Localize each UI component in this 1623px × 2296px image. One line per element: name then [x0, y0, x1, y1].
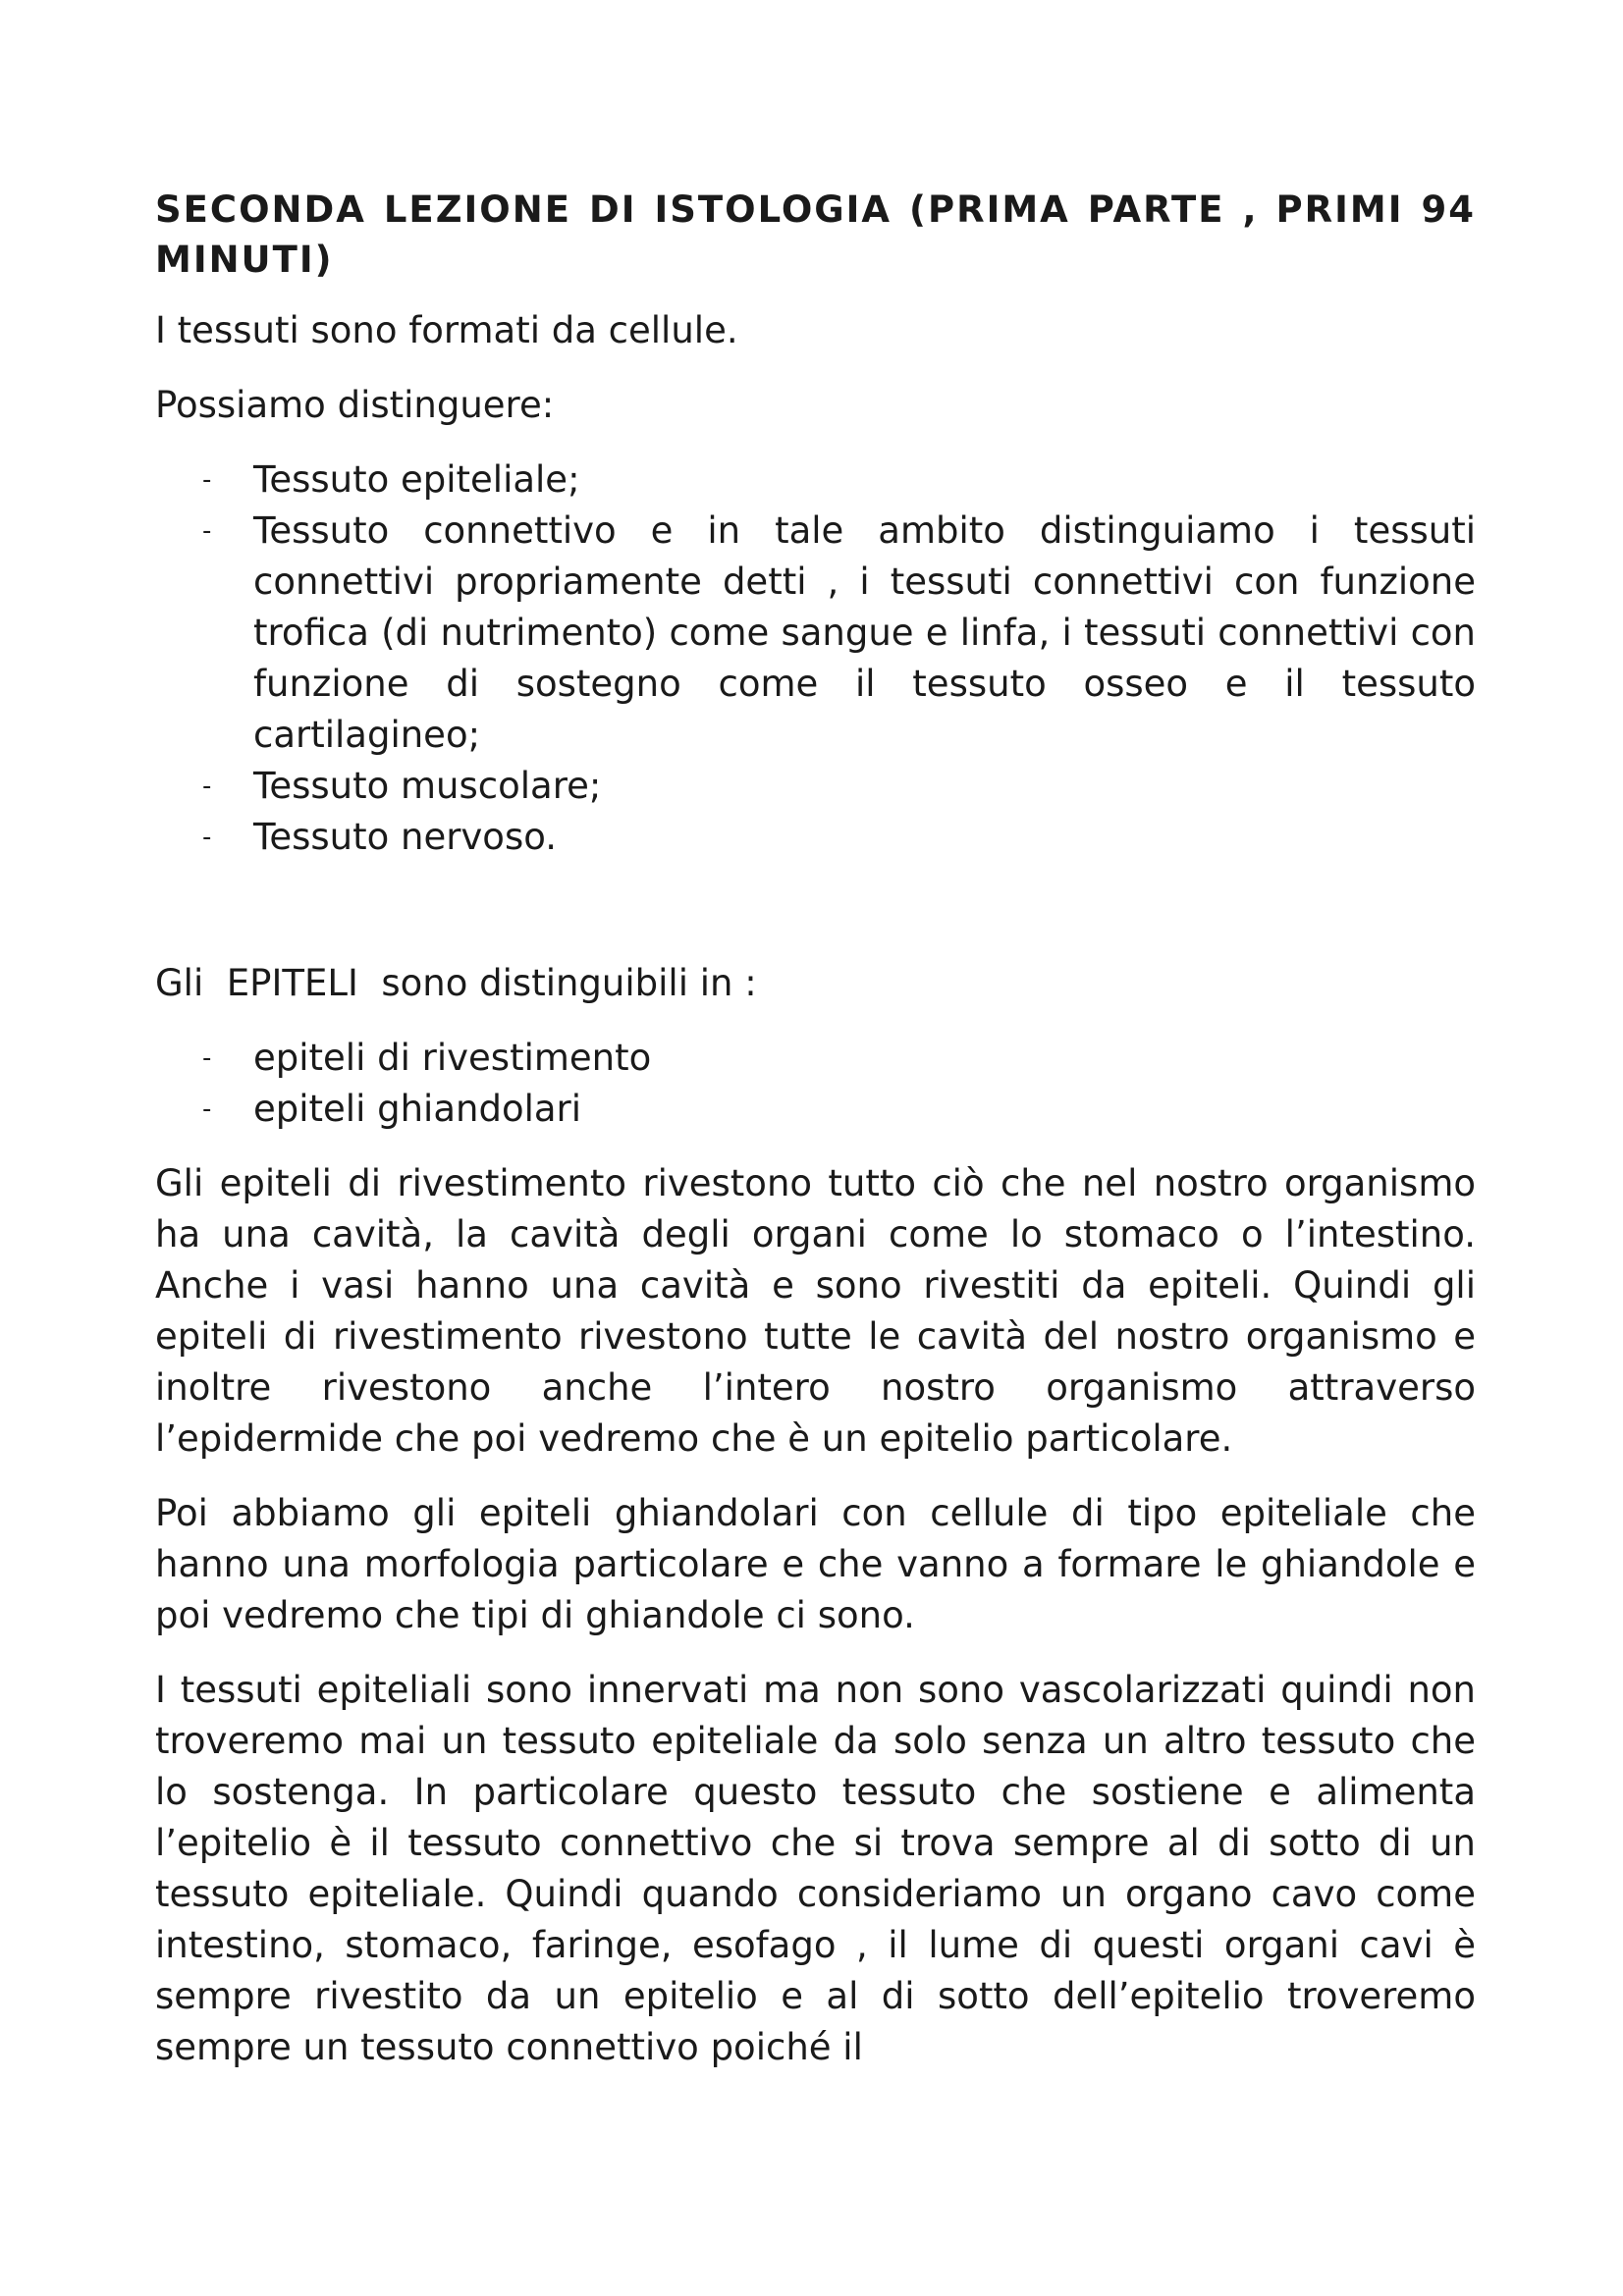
- list-item-text: epiteli di rivestimento: [253, 1037, 652, 1079]
- dash-bullet: -: [202, 465, 212, 495]
- paragraph-intro: I tessuti sono formati da cellule.: [155, 309, 738, 351]
- list-item: [155, 812, 1476, 863]
- list-item: [155, 761, 1476, 812]
- list-item-text: epiteli ghiandolari: [253, 1088, 582, 1130]
- epiteli-list: [155, 1033, 1476, 1135]
- list-item-text: Tessuto connettivo e in tale ambito distinguiamo i tessuti connettivi propriamente detti , i tessuti connettivi con funzione trofica (di nutrimento) come sangue e linfa, i tessuti connettivi con funzione di sostegno come il tessuto osseo e il tessuto cartilagineo;: [253, 509, 1476, 756]
- paragraph-innervati: I tessuti epiteliali sono innervati ma non sono vascolarizzati quindi non troveremo mai un tessuto epiteliale da solo senza un altro tessuto che lo sostenga. In particolare questo tessuto che sostiene e alimenta l’epitelio è il tessuto connettivo che si trova sempre al di sotto di un tessuto epiteliale. Quindi quando consideriamo un organo cavo come intestino, stomaco, faringe, esofago , il lume di questi organi cavi è sempre rivestito da un epitelio e al di sotto dell’epitelio troveremo sempre un tessuto connettivo poiché il: [155, 1669, 1476, 2068]
- list-item-text: Tessuto nervoso.: [253, 816, 557, 858]
- dash-bullet: -: [202, 1043, 212, 1073]
- document-title: SECONDA LEZIONE DI ISTOLOGIA (PRIMA PARTE , PRIMI 94 MINUTI): [155, 188, 1476, 281]
- paragraph-ghiandolari: Poi abbiamo gli epiteli ghiandolari con cellule di tipo epiteliale che hanno una morfologia particolare e che vanno a formare le ghiandole e poi vedremo che tipi di ghiandole ci sono.: [155, 1492, 1476, 1636]
- list-item: [155, 506, 1476, 761]
- paragraph-rivestimento: Gli epiteli di rivestimento rivestono tutto ciò che nel nostro organismo ha una cavità, la cavità degli organi come lo stomaco o l’intestino. Anche i vasi hanno una cavità e sono rivestiti da epiteli. Quindi gli epiteli di rivestimento rivestono tutte le cavità del nostro organismo e inoltre rivestono anche l’intero nostro organismo attraverso l’epidermide che poi vedremo che è un epitelio particolare.: [155, 1162, 1476, 1460]
- tissue-list: [155, 454, 1476, 863]
- paragraph-distinguish: Possiamo distinguere:: [155, 384, 555, 426]
- list-item: [155, 1084, 1476, 1135]
- document-page: [155, 185, 1476, 2097]
- list-item-text: Tessuto muscolare;: [253, 765, 602, 807]
- paragraph-epiteli: Gli EPITELI sono distinguibili in :: [155, 962, 757, 1004]
- list-item: [155, 1033, 1476, 1084]
- dash-bullet: -: [202, 823, 212, 852]
- list-item-text: Tessuto epiteliale;: [253, 458, 580, 501]
- dash-bullet: -: [202, 1095, 212, 1124]
- dash-bullet: -: [202, 772, 212, 801]
- list-item: [155, 454, 1476, 506]
- dash-bullet: -: [202, 516, 212, 546]
- blank-spacer: [155, 886, 1476, 958]
